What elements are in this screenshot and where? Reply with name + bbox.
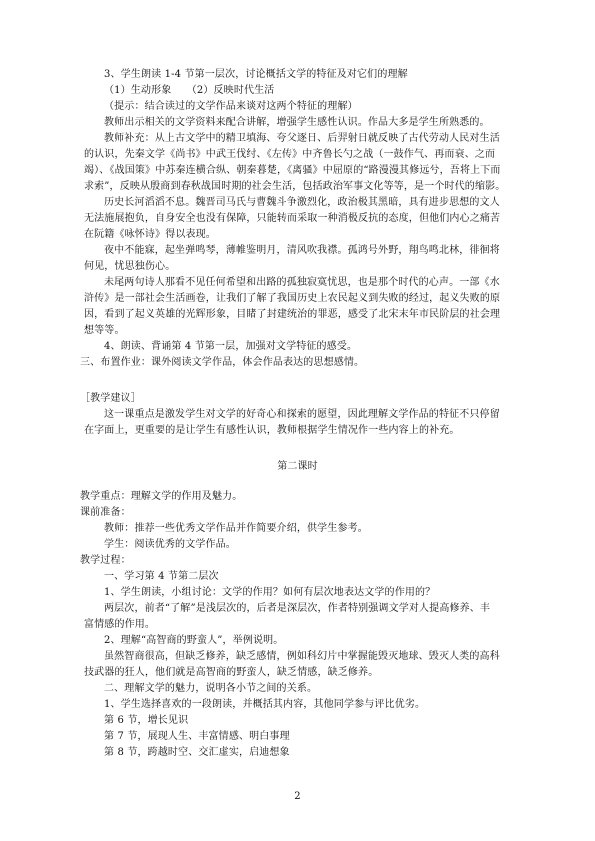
text-line: 技武器的狂人，他们就是高智商的野蛮人，缺乏情感，缺乏修养。 <box>84 667 379 678</box>
text-line: 2、理解“高智商的野蛮人”，举例说明。 <box>104 635 284 646</box>
text-line: 在字面上，更重要的是让学生有感性认识，教师根据学生情况作一些内容上的补充。 <box>84 425 460 436</box>
text-line: 教学重点：理解文学的作用及魅力。 <box>80 491 243 502</box>
text-line: 未尾两句诗人那看不见任何希望和出路的孤独寂寞忧思，也是那个时代的心声。一部《水 <box>104 277 500 288</box>
text-line: 第 7 节，展现人生、丰富情感、明白事理 <box>104 731 290 742</box>
text-line: 课前准备： <box>80 507 131 518</box>
text-line: 何见，忧思独伤心。 <box>84 261 176 272</box>
text-line: 教师补充：从上古文学中的精卫填海、夸父逐日、后羿射日就反映了古代劳动人民对生活 <box>104 133 500 144</box>
section-heading: ［教学建议］ <box>80 393 141 404</box>
text-line: 第 8 节，跨越时空、交汇虚实，启迪想象 <box>104 747 290 758</box>
text-line: （1）生动形象 （2）反映时代生活 <box>104 85 275 96</box>
text-line: 想等等。 <box>84 325 125 336</box>
text-line: 这一课重点是激发学生对文学的好奇心和探索的愿望，因此理解文学作品的特征不只停留 <box>104 409 500 420</box>
text-line: 历史长河滔滔不息。魏晋司马氏与曹魏斗争激烈化，政治极其黑暗，具有进步思想的文人 <box>104 197 500 208</box>
text-line: 虽然智商很高，但缺乏修养，缺乏感情，例如科幻片中掌握能毁灭地球、毁灭人类的高科 <box>104 651 500 662</box>
text-line: 浒传》是一部社会生活画卷，让我们了解了我国历史上农民起义到失败的经过，起义失败的原 <box>84 293 501 304</box>
text-line: 教学过程： <box>80 555 131 566</box>
text-line: 因，看到了起义英雄的光辉形象，目睹了封建统治的罪恶，感受了北宋末年市民阶层的社会理 <box>84 309 501 320</box>
text-line: 学生：阅读优秀的文学作品。 <box>104 539 236 550</box>
text-line: 3、学生朗读 1-4 节第一层次，讨论概括文学的特征及对它们的理解 <box>104 69 408 80</box>
text-line: （提示：结合读过的文学作品来谈对这两个特征的理解） <box>104 101 358 112</box>
text-line: 二、理解文学的魅力，说明各小节之间的关系。 <box>104 683 318 694</box>
lesson-title: 第二课时 <box>277 461 318 472</box>
text-line: 4、朗读、背诵第 4 节第一层，加强对文学特征的感受。 <box>104 341 358 352</box>
text-line: 夜中不能寐，起坐弹鸣琴，薄帷鉴明月，清风吹我襟。孤鸿号外野，翔鸟鸣北林，徘徊将 <box>104 245 500 256</box>
text-line: 1、学生朗读，小组讨论：文学的作用？如何有层次地表达文学的作用的？ <box>104 587 436 598</box>
text-line: 两层次，前者“了解”是浅层次的，后者是深层次，作者特别强调文学对人提高修养、丰 <box>104 603 491 614</box>
text-line: 求索”，反映从殷商到春秋战国时期的社会生活，包括政治军事文化等等，是一个时代的缩影。 <box>84 181 506 192</box>
text-line: 三、布置作业：课外阅读文学作品，体会作品表达的思想感情。 <box>80 357 365 368</box>
text-line: 教师：推荐一些优秀文学作品并作简要介绍，供学生参考。 <box>104 523 368 534</box>
text-line: 无法施展抱负，自身安全也没有保障，只能转而采取一种消极反抗的态度，但他们内心之痛苦 <box>84 213 501 224</box>
page-number: 2 <box>294 791 301 802</box>
text-line: 一、学习第 4 节第二层次 <box>104 571 219 582</box>
text-line: 的认识，先秦文学《尚书》中武王伐纣、《左传》中齐鲁长勺之战（一鼓作气、再而衰、之而 <box>84 149 496 160</box>
text-line: 第 6 节，增长见识 <box>104 715 189 726</box>
text-line: 教师出示相关的文学资料来配合讲解，增强学生感性认识。作品大多是学生所熟悉的。 <box>104 117 490 128</box>
text-line: 在阮籍《咏怀诗》得以表现。 <box>84 229 216 240</box>
text-line: 富情感的作用。 <box>84 619 156 630</box>
text-line: 1、学生选择喜欢的一段朗读，并概括其内容，其他同学参与评比优劣。 <box>104 699 426 710</box>
text-line: 竭）、《战国策》中苏秦连横合纵、朝秦暮楚，《离骚》中屈原的“路漫漫其修远兮，吾将上下而 <box>84 165 501 176</box>
